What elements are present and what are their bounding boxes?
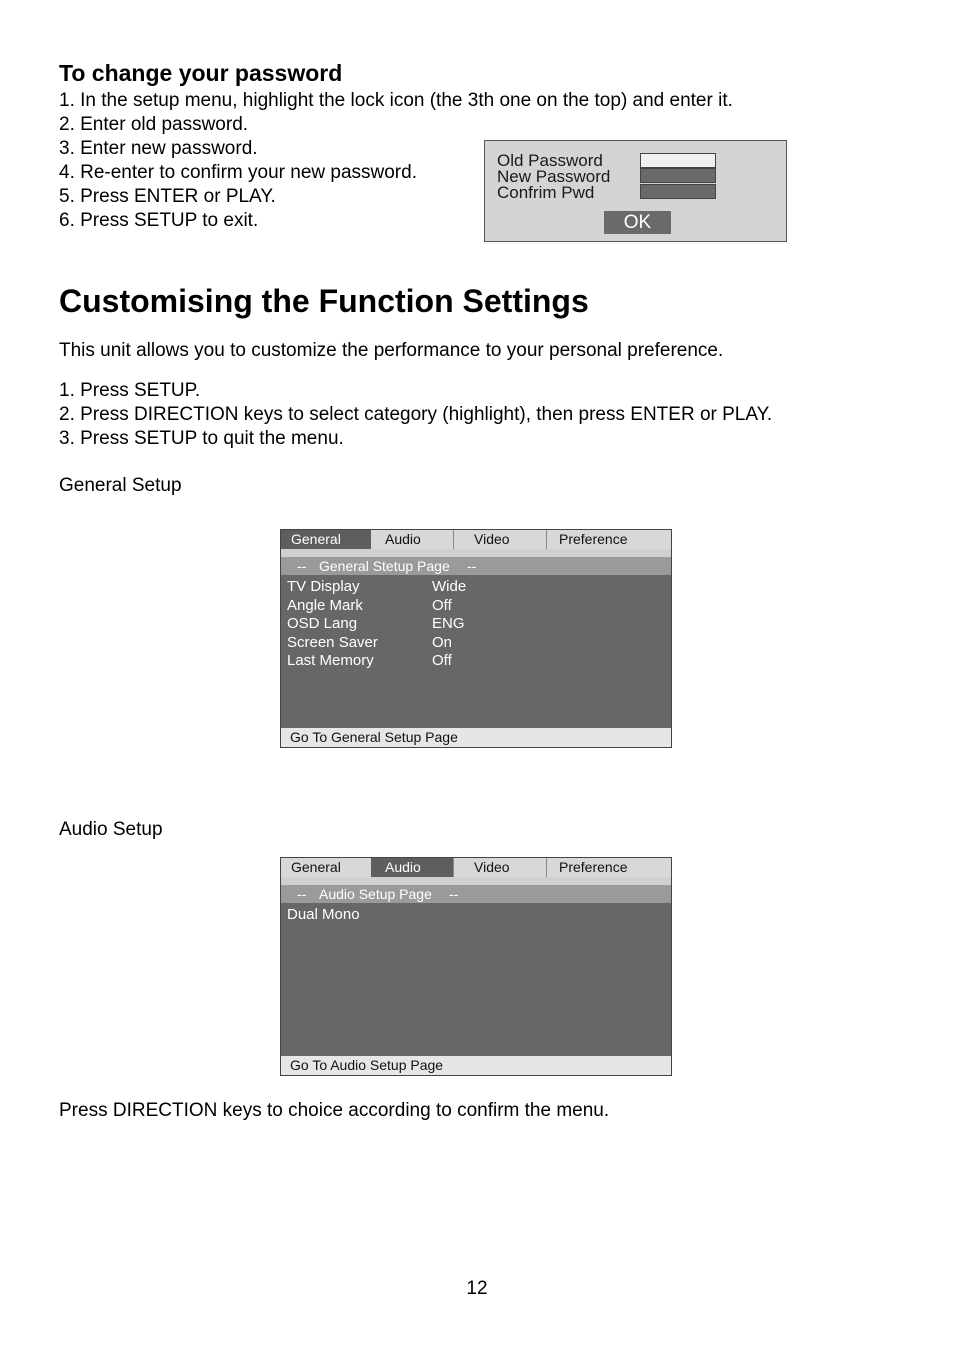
password-step: 4. Re-enter to confirm your new password. [59, 162, 417, 183]
page-header-dash-left: -- [297, 886, 307, 902]
new-password-field[interactable] [640, 168, 716, 183]
menu-footer: Go To General Setup Page [281, 728, 671, 747]
setting-value: Off [432, 652, 452, 669]
function-steps [59, 379, 772, 451]
tab-video[interactable]: Video [453, 530, 546, 549]
function-step: 1. Press SETUP. [59, 380, 201, 401]
function-step: 2. Press DIRECTION keys to select category (highlight), then press ENTER or PLAY. [59, 404, 773, 425]
confirm-password-field[interactable] [640, 184, 716, 199]
new-password-label: New Password [497, 167, 611, 186]
setting-name: Dual Mono [287, 906, 360, 923]
password-step: 5. Press ENTER or PLAY. [59, 186, 276, 207]
menu-tab-bar [281, 858, 671, 877]
tab-audio[interactable]: Audio [385, 531, 421, 547]
setting-value: Wide [432, 578, 467, 595]
setting-row[interactable] [287, 906, 360, 924]
function-section-title: Customising the Function Settings [59, 283, 589, 319]
setting-name: Angle Mark [287, 597, 363, 614]
page-header-title: General Stetup Page [319, 558, 450, 574]
page-header-dash-right: -- [467, 558, 477, 574]
password-step: 1. In the setup menu, highlight the lock icon (the 3th one on the top) and enter it. [59, 90, 733, 111]
setting-value: ENG [432, 615, 465, 632]
page-header-title: Audio Setup Page [319, 886, 432, 902]
setting-row[interactable] [287, 652, 452, 670]
tab-video[interactable]: Video [453, 858, 546, 877]
page-header [281, 557, 671, 575]
setting-name: Screen Saver [287, 634, 378, 651]
page-number: 12 [466, 1278, 488, 1299]
confirm-password-label: Confrim Pwd [497, 183, 595, 202]
setting-row[interactable] [287, 597, 452, 615]
old-password-label: Old Password [497, 151, 603, 170]
tab-general[interactable]: General [281, 530, 371, 549]
page-header [281, 885, 671, 903]
menu-footer: Go To Audio Setup Page [281, 1056, 671, 1075]
setting-name: Last Memory [287, 652, 374, 669]
setting-value: Off [432, 597, 452, 614]
tab-preference[interactable]: Preference [546, 530, 671, 549]
menu-divider-strip [281, 549, 671, 557]
audio-setup-caption: Audio Setup [59, 819, 163, 840]
function-intro: This unit allows you to customize the performance to your personal preference. [59, 340, 724, 361]
setting-name: TV Display [287, 578, 360, 595]
audio-setup-menu [280, 857, 672, 1076]
setting-value: On [432, 634, 453, 651]
page-header-dash-left: -- [297, 558, 307, 574]
setting-row[interactable] [287, 578, 467, 596]
general-setup-caption: General Setup [59, 475, 182, 496]
password-section-title: To change your password [59, 60, 343, 86]
closing-text: Press DIRECTION keys to choice according to confirm the menu. [59, 1100, 610, 1121]
function-step: 3. Press SETUP to quit the menu. [59, 428, 344, 449]
password-step: 2. Enter old password. [59, 114, 249, 135]
old-password-field[interactable] [640, 153, 716, 168]
menu-tab-bar [281, 530, 671, 549]
page-header-dash-right: -- [449, 886, 459, 902]
password-step: 6. Press SETUP to exit. [59, 210, 259, 231]
setting-row[interactable] [287, 634, 453, 652]
setting-name: OSD Lang [287, 615, 358, 632]
menu-divider-strip [281, 877, 671, 885]
password-step: 3. Enter new password. [59, 138, 258, 159]
setting-row[interactable] [287, 615, 465, 633]
tab-general[interactable]: General [291, 859, 341, 875]
general-setup-menu [280, 529, 672, 748]
tab-audio[interactable]: Audio [371, 858, 453, 877]
ok-button[interactable]: OK [604, 211, 671, 234]
tab-preference[interactable]: Preference [546, 858, 671, 877]
password-dialog [484, 140, 787, 242]
